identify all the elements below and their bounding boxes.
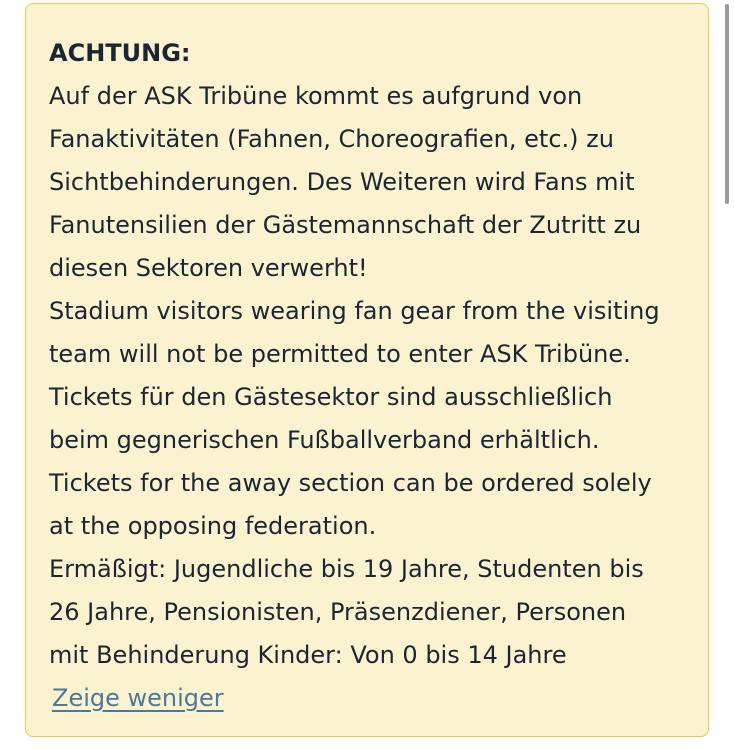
scrollbar[interactable] [725,4,729,204]
info-notice-box [25,3,709,737]
notice-line: team will not be permitted to enter ASK Tribüne. [49,340,631,368]
notice-line: at the opposing federation. [49,512,377,540]
notice-line: Tickets for the away section can be ordered solely [49,469,652,497]
notice-heading: ACHTUNG: [49,39,191,67]
notice-line: Fanaktivitäten (Fahnen, Choreografien, etc.) zu [49,125,614,153]
notice-line: mit Behinderung Kinder: Von 0 bis 14 Jahre [49,641,567,669]
notice-line: Auf der ASK Tribüne kommt es aufgrund von [49,82,583,110]
notice-line: Fanutensilien der Gästemannschaft der Zutritt zu [49,211,642,239]
notice-line: 26 Jahre, Pensionisten, Präsenzdiener, Personen [49,598,627,626]
notice-line: Stadium visitors wearing fan gear from the visiting [49,297,660,325]
notice-line: Tickets für den Gästesektor sind ausschließlich [49,383,613,411]
notice-line: Ermäßigt: Jugendliche bis 19 Jahre, Studenten bis [49,555,644,583]
show-less-link[interactable]: Zeige weniger [52,684,224,712]
notice-line: Sichtbehinderungen. Des Weiteren wird Fans mit [49,168,635,196]
notice-line: beim gegnerischen Fußballverband erhältlich. [49,426,600,454]
notice-line: diesen Sektoren verwerht! [49,254,368,282]
